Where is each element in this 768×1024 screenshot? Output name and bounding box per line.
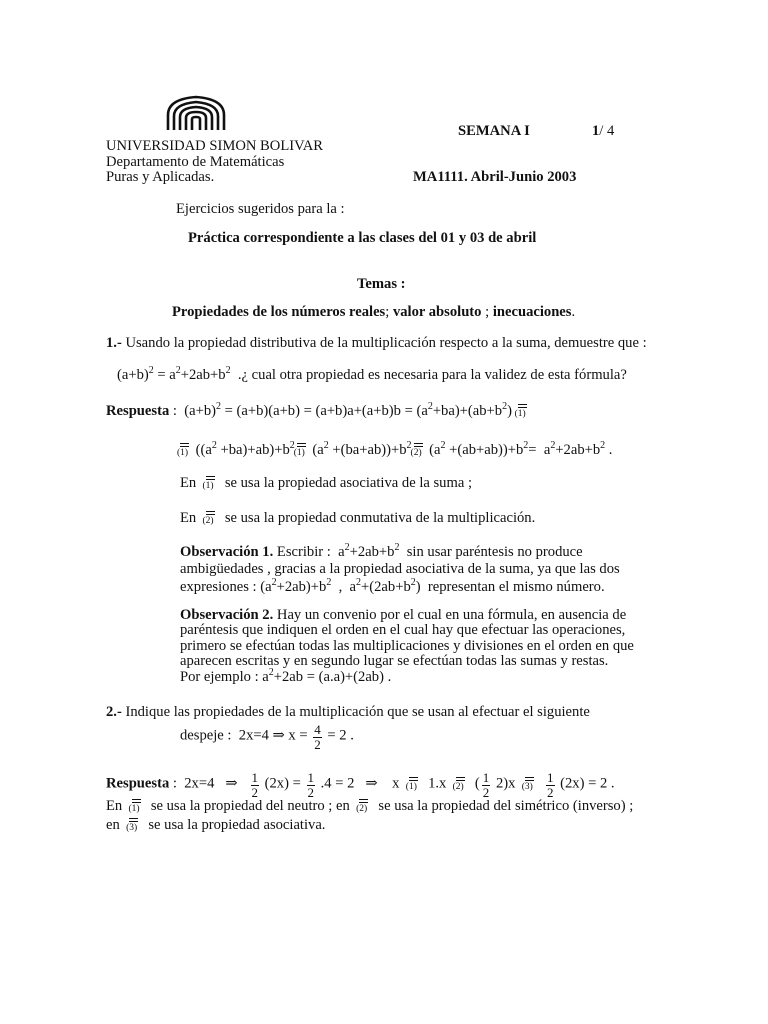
exercise-1-formula: $(a+b)^2 = a^2+2ab+b^2$ .¿ cual otra propiedad es necesaria para la validez de esta fórmula? bbox=[117, 365, 627, 383]
page-total: / 4 bbox=[599, 123, 615, 139]
exercise-2-answer-label: Respuesta bbox=[106, 775, 170, 792]
note-en-2: En bbox=[180, 510, 197, 526]
exercise-2-note-1: En (1) se usa la propiedad del neutro ; en (2) se usa la propiedad del simétrico (inverso) ; bbox=[106, 798, 634, 814]
exercise-2-note-2: en (3) se usa la propiedad asociativa. bbox=[106, 817, 326, 833]
topics-line: Propiedades de los números reales; valor absoluto ; inecuaciones. bbox=[172, 304, 576, 320]
week-label: SEMANA I bbox=[458, 123, 530, 139]
note-equality-1: En (1) se usa la propiedad asociativa de la suma ; bbox=[180, 475, 473, 491]
observation-1: Observación 1. Escribir : $a^2+2ab+b^2$ sin usar paréntesis no produce ambigüedades , gracias a la propiedad asociativa de la suma, ya que las dos expresiones : $(a^2+2ab)+b^2$ , $a^2+(2ab+b^2)$ representan el mismo número. bbox=[180, 542, 620, 595]
page-counter bbox=[592, 123, 614, 140]
exercise-2-statement: 2.- Indique las propiedades de la multiplicación que se usan al efectuar el siguiente bbox=[106, 704, 590, 720]
exercise-1-answer-line-1: Respuesta : $(a+b)^2 = (a+b)(a+b) = (a+b)a+(a+b)b = (a^2+ba)+(ab+b^2)$ (1) bbox=[106, 401, 526, 419]
note-en-1: En bbox=[180, 475, 197, 491]
observation-2-title: Observación 2. bbox=[180, 607, 274, 623]
observation-1-title: Observación 1. bbox=[180, 544, 274, 560]
answer-label: Respuesta bbox=[106, 403, 170, 419]
university-name: UNIVERSIDAD SIMON BOLIVAR bbox=[106, 138, 324, 154]
note-equality-2: En (2) se usa la propiedad conmutativa de la multiplicación. bbox=[180, 510, 536, 526]
university-logo bbox=[164, 93, 228, 131]
exercise-1-statement: 1.- Usando la propiedad distributiva de la multiplicación respecto a la suma, demuestre que : bbox=[106, 335, 647, 351]
department-name: Departamento de Matemáticas bbox=[106, 154, 285, 170]
note-associative: se usa la propiedad asociativa de la suma ; bbox=[224, 475, 473, 491]
exercise-2-number: 2.- bbox=[106, 704, 122, 720]
course-title: MA1111. Abril-Junio 2003 bbox=[413, 169, 577, 185]
exercise-1-answer-line-2: (1) $((a^2 +ba)+ab)+b^2$ (1) $(a^2 +(ba+ab))+b^2$ (2) $(a^2 +(ab+ab))+b^2= a^2+2ab+b^2$ . bbox=[177, 440, 613, 458]
exercise-2-answer: Respuesta : 2x=4 ⇒ $\frac{1}{2}$ (2x) = $\frac{1}{2}$ .4 = 2 ⇒ x (1) 1.x (2) ( $\frac{1}{2}$ 2)x (3) $\frac{1}{2}$ (2x) = 2 . bbox=[106, 770, 615, 800]
department-name-2: Puras y Aplicadas. bbox=[106, 169, 215, 185]
exercise-1-question: .¿ cual otra propiedad es necesaria para la validez de esta fórmula? bbox=[237, 367, 627, 383]
practice-title: Práctica correspondiente a las clases del 01 y 03 de abril bbox=[188, 230, 537, 246]
topic-absolute-value: valor absoluto bbox=[392, 304, 482, 320]
note-commutative: se usa la propiedad conmutativa de la multiplicación. bbox=[224, 510, 536, 526]
topic-real-numbers: Propiedades de los números reales bbox=[172, 304, 386, 320]
topics-heading: Temas : bbox=[357, 276, 406, 292]
page-number: 1 bbox=[592, 123, 600, 139]
suggested-exercises: Ejercicios sugeridos para la : bbox=[176, 201, 345, 217]
exercise-2-despeje: despeje : 2x=4 ⇒ x = $\frac{4}{2}$ = 2 . bbox=[180, 722, 354, 752]
topic-inequalities: inecuaciones bbox=[492, 304, 572, 320]
observation-2: Observación 2. Hay un convenio por el cual en una fórmula, en ausencia de paréntesis que indiquen el orden en el cual hay que efectuar las operaciones, primero se efectúan todas las multiplicaciones y divisiones en el orden en que aparecen escritas y en segundo lugar se efectúan todas las sumas y restas. Por ejemplo : $a^2+2ab = (a.a)+(2ab)$ . bbox=[180, 607, 634, 685]
exercise-1-number: 1.- bbox=[106, 335, 122, 351]
